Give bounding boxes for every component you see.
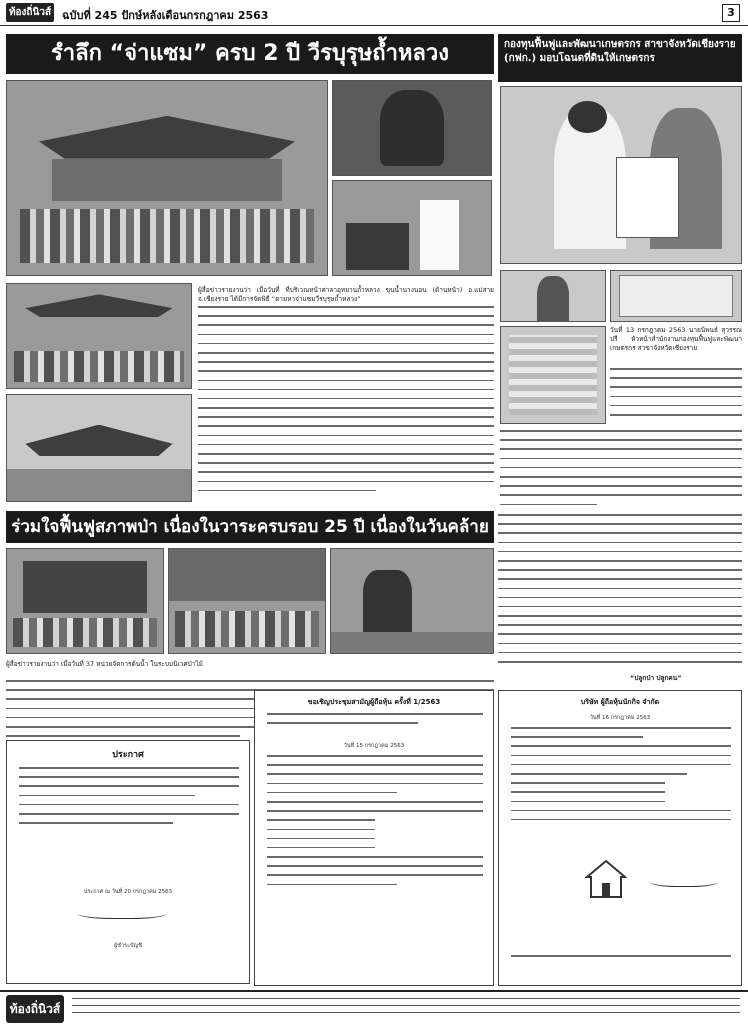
footer-logo: ท้องถิ่นิวส์ [6, 995, 64, 1023]
footer-credits [72, 998, 740, 1019]
story2-headline: กองทุนฟื้นฟูและพัฒนาเกษตรกร สาขาจังหวัดเชียงราย (กฟก.) มอบโฉนดที่ดินให้เกษตรกร [498, 34, 742, 82]
notice-meeting [254, 690, 494, 986]
signature-mark [77, 905, 167, 919]
notice2-title: ขอเชิญประชุมสามัญผู้ถือหุ้น ครั้งที่ 1/2563 [307, 698, 441, 706]
story3-body-right [498, 514, 742, 670]
deed-document-photo [610, 270, 742, 322]
story2-lead: วันที่ 13 กรกฎาคม 2563 นายนิพนธ์ สุวรรณปรี หัวหน้าสำนักงานกองทุนฟื้นฟูและพัฒนาเกษตรกร สาขาจังหวัดเชียงราย [610, 326, 742, 353]
masthead [0, 0, 748, 26]
story1-lead: ผู้สื่อข่าวรายงานว่า เมื่อวันที่ ที่บริเวณหน้าศาลาอุทยานถ้ำหลวง ขุนน้ำนางนอน (ด้านหน้า) อ.แม่สาย จ.เชียงราย ได้มีการจัดพิธี “ตามหาจ่าแซมวีรบุรุษถ้ำหลวง” [198, 286, 494, 304]
footer [0, 990, 748, 1024]
story1-group-photo [6, 283, 192, 389]
land-deed-photo [500, 86, 742, 264]
notice1-date: ประกาศ ณ วันที่ 20 กรกฎาคม 2563 [83, 889, 173, 895]
land-map-photo [500, 326, 606, 424]
story3-lead: ผู้สื่อข่าวรายงานว่า เมื่อวันที่ 37 หน่วยจัดการต้นน้ำ ในระบบนิเวศป่าไม้ [6, 660, 203, 668]
page-number: 3 [722, 4, 740, 22]
notice3-date: วันที่ 16 กรกฎาคม 2563 [589, 715, 651, 721]
story2-body-upper [610, 368, 742, 423]
notice3-header: บริษัท ผู้ถือหุ้นนักกิจ จำกัด [580, 698, 660, 706]
notice-company [498, 690, 742, 986]
forest-sign-photo [6, 548, 164, 654]
story2-body-lower [500, 430, 742, 513]
notice2-date: วันที่ 15 กรกฎาคม 2563 [343, 743, 405, 749]
statue-photo [332, 80, 492, 176]
company-house-icon [585, 859, 627, 899]
farmer-photo [500, 270, 606, 322]
notice-announcement [6, 740, 250, 984]
story1-shrine-photo [6, 394, 192, 502]
ceremony-photo [332, 180, 492, 276]
story3-headline: ร่วมใจฟื้นฟูสภาพป่า เนื่องในวาระครบรอบ 25 ปี เนื่องในวันคล้ายวั [6, 511, 494, 543]
tree-planting-photo [330, 548, 494, 654]
story3-quote: “ปลูกป่า ปลูกคน” [630, 674, 682, 682]
forest-group-photo [168, 548, 326, 654]
story1-headline: รำลึก “จ่าแซม” ครบ 2 ปี วีรบุรุษถ้ำหลวง [6, 34, 494, 74]
notice1-title: ประกาศ [112, 750, 144, 760]
masthead-logo: ท้องถิ่นิวส์ [6, 3, 54, 22]
issue-line: ฉบับที่ 245 ปักษ์หลังเดือนกรกฎาคม 2563 [62, 9, 269, 22]
story1-main-photo [6, 80, 328, 276]
company-signature-mark [649, 873, 719, 887]
signature-role: ผู้ชำระบัญชี [114, 943, 142, 949]
story1-body [198, 306, 494, 499]
